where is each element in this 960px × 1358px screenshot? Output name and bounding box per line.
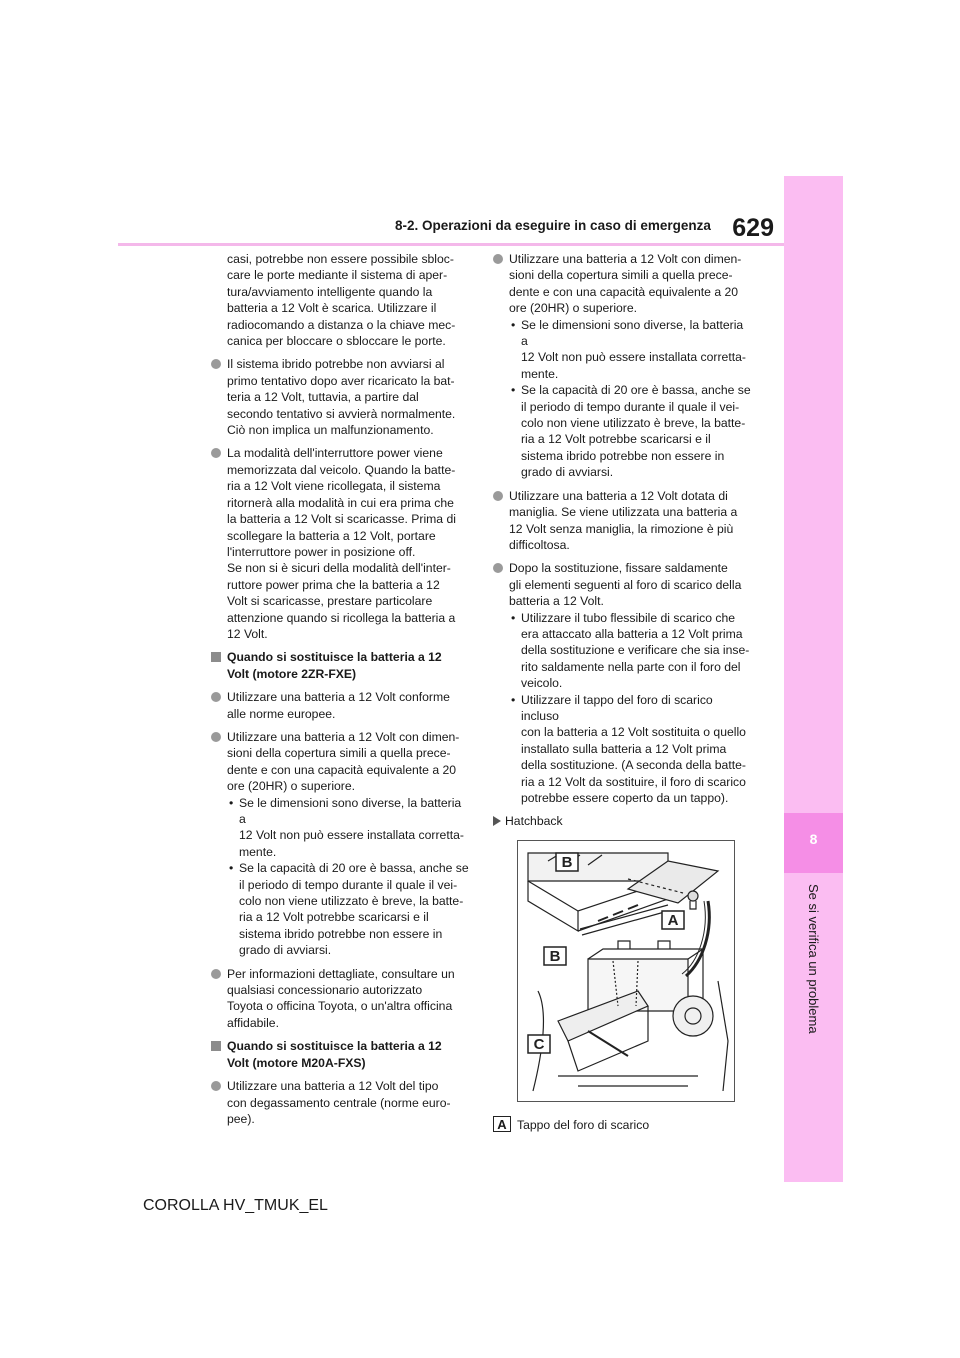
circle-bullet-icon (211, 732, 221, 742)
bullet-item: Utilizzare una batteria a 12 Volt del tipo con degassamento centrale (norme euro- pee). (211, 1078, 469, 1127)
label-c (528, 1035, 550, 1053)
battery-drain-hole-illustration (517, 840, 735, 1102)
chapter-number: 8 (809, 831, 818, 847)
bullet-item: Utilizzare una batteria a 12 Volt dotata di maniglia. Se viene utilizzata una batteria a 12 Volt senza maniglia, la rimozione è più difficoltosa. (493, 488, 751, 554)
legend-description: Tappo del foro di scarico (517, 1117, 650, 1132)
intro-paragraph: casi, potrebbe non essere possibile sbloc- care le porte mediante il sistema di aper- tura/avviamento intelligente quando la batteria a 12 Volt è scarica. Utilizzare il radiocomando a distanza o la chiave mec- canica per bloccare o sbloccare le porte. (227, 252, 456, 349)
circle-bullet-icon (211, 969, 221, 979)
arrow-right-icon (493, 816, 501, 826)
label-b-top (556, 853, 578, 871)
circle-bullet-icon (211, 1081, 221, 1091)
bullet-item: La modalità dell'interruttore power viene memorizzata dal veicolo. Quando la batte- ria a 12 Volt viene ricollegata, il sistema ritornerà alla modalità in cui era prima che la batteria a 12 Volt si scaricasse. Prima di scollegare la batteria a 12 Volt, portare l'interruttore power in posizione off. Se non si è sicuri della modalità dell'inter- ruttore power prima che la batteria a 12 Volt si scaricasse, prestare particolare attenzione quando si ricollega la batteria a 12 Volt. (211, 445, 469, 642)
circle-bullet-icon (493, 563, 503, 573)
bullet-item: Per informazioni dettagliate, consultare un qualsiasi concessionario autorizzato Toyota o officina Toyota, o un'altra officina affidabile. (211, 966, 469, 1032)
sub-bullet: • Utilizzare il tappo del foro di scarico incluso con la batteria a 12 Volt sostituita o quello installato sulla batteria a 12 Volt prima della sostituzione. (A seconda della batte- ria a 12 Volt da sostituire, il foro di scarico potrebbe essere coperto da un tappo). (511, 692, 746, 805)
square-bullet-icon (211, 1041, 221, 1051)
circle-bullet-icon (211, 692, 221, 702)
sub-bullet: • Se le dimensioni sono diverse, la batteria a 12 Volt non può essere installata corretta- mente. (511, 317, 746, 381)
engine-bay-drawing (518, 841, 734, 1101)
section-heading-2zr-fxe: Quando si sostituisce la batteria a 12 Volt (motore 2ZR-FXE) (211, 649, 469, 682)
legend-letter-a: A (493, 1116, 511, 1132)
header-divider (118, 243, 784, 246)
circle-bullet-icon (211, 448, 221, 458)
sub-bullet: • Utilizzare il tubo flessibile di scarico che era attaccato alla batteria a 12 Volt prima della sostituzione e verificare che sia inse- rito saldamente nella parte con il foro del veicolo. (511, 610, 750, 691)
circle-bullet-icon (493, 254, 503, 264)
chapter-number-tab (784, 813, 843, 873)
variant-label: Hatchback (493, 813, 751, 829)
sub-bullet: • Se le dimensioni sono diverse, la batteria a 12 Volt non può essere installata corretta- mente. (229, 795, 464, 859)
svg-text:C: C (533, 1035, 545, 1053)
right-column (493, 251, 751, 1132)
page-number: 629 (732, 214, 774, 242)
svg-text:A: A (667, 911, 679, 929)
svg-text:B: B (561, 853, 573, 871)
label-b-mid (544, 947, 566, 965)
bullet-item: Utilizzare una batteria a 12 Volt conforme alle norme europee. (211, 689, 469, 722)
model-code-footer: COROLLA HV_TMUK_EL (143, 1197, 328, 1214)
sub-bullet: • Se la capacità di 20 ore è bassa, anche se il periodo di tempo durante il quale il vei- colo non viene utilizzato è breve, la batte- ria a 12 Volt potrebbe scaricarsi e il sistema ibrido potrebbe non essere in grado di avviarsi. (511, 383, 751, 480)
bullet-item: Il sistema ibrido potrebbe non avviarsi al primo tentativo dopo aver ricaricato la bat- teria a 12 Volt, tuttavia, a partire dal secondo tentativo si avvierà normalmente. Ciò non implica un malfunzionamento. (211, 356, 469, 438)
circle-bullet-icon (493, 491, 503, 501)
figure-legend (493, 1116, 751, 1132)
square-bullet-icon (211, 652, 221, 662)
chapter-title-vertical: Se si verifica un problema (806, 884, 821, 1034)
section-heading-m20a-fxs: Quando si sostituisce la batteria a 12 Volt (motore M20A-FXS) (211, 1038, 469, 1071)
left-column (211, 251, 469, 1134)
svg-text:B: B (549, 947, 561, 965)
bullet-item: Dopo la sostituzione, fissare saldamente gli elementi seguenti al foro di scarico della batteria a 12 Volt. • Utilizzare il tubo flessibile di scarico che era attaccato alla batteria a 12 Volt prima della sostituzione e verificare che sia inse- rito saldamente nella parte con il foro del veicolo. • Utilizzare il tappo del foro di scarico incluso con la batteria a 12 Volt sostituita o quello installato sulla batteria a 12 Volt prima della sostituzione. (A seconda della batte- ria a 12 Volt da sostituire, il foro di scarico potrebbe essere coperto da un tappo). (493, 560, 751, 806)
sub-bullet: • Se la capacità di 20 ore è bassa, anche se il periodo di tempo durante il quale il vei- colo non viene utilizzato è breve, la batte- ria a 12 Volt potrebbe scaricarsi e il sistema ibrido potrebbe non essere in grado di avviarsi. (229, 861, 469, 958)
bullet-item: Utilizzare una batteria a 12 Volt con dimen- sioni della copertura simili a quella prece- dente e con una capacità equivalente a 20 ore (20HR) o superiore. • Se le dimensioni sono diverse, la batteria a 12 Volt non può essere installata corretta- mente. • Se la capacità di 20 ore è bassa, anche se il periodo di tempo durante il quale il vei- colo non viene utilizzato è breve, la batte- ria a 12 Volt potrebbe scaricarsi e il sistema ibrido potrebbe non essere in grado di avviarsi. (211, 729, 469, 959)
section-header: 8-2. Operazioni da eseguire in caso di emergenza (395, 218, 711, 233)
bullet-item: Utilizzare una batteria a 12 Volt con dimen- sioni della copertura simili a quella prece- dente e con una capacità equivalente a 20 ore (20HR) o superiore. • Se le dimensioni sono diverse, la batteria a 12 Volt non può essere installata corretta- mente. • Se la capacità di 20 ore è bassa, anche se il periodo di tempo durante il quale il vei- colo non viene utilizzato è breve, la batte- ria a 12 Volt potrebbe scaricarsi e il sistema ibrido potrebbe non essere in grado di avviarsi. (493, 251, 751, 481)
label-a (662, 911, 684, 929)
circle-bullet-icon (211, 359, 221, 369)
